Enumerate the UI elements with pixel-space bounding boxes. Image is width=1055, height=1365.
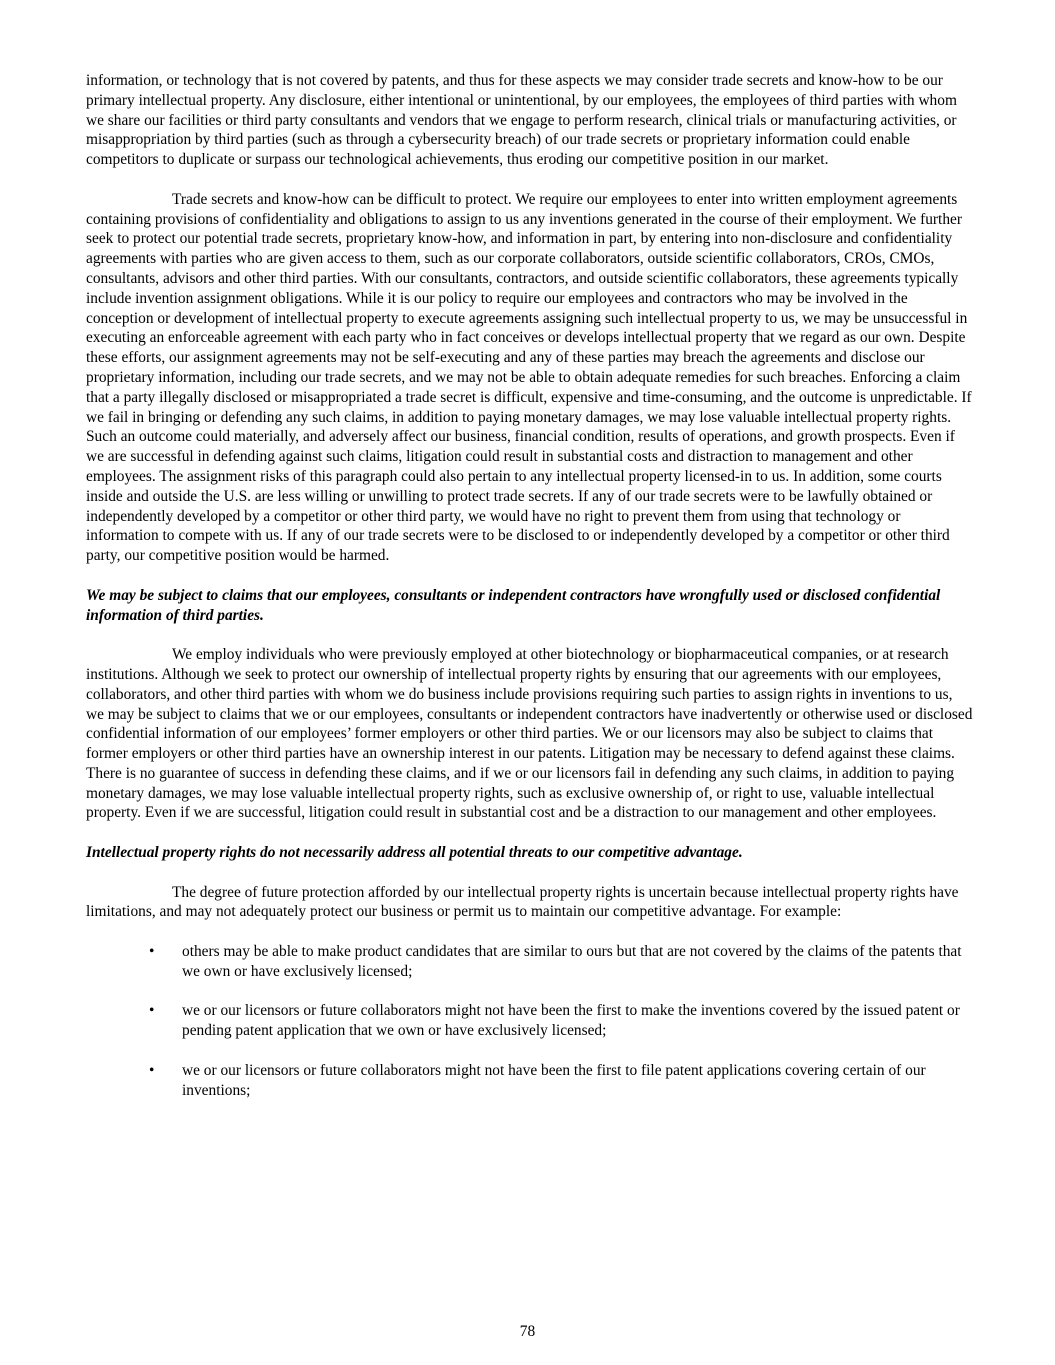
limitations-list (86, 942, 974, 1100)
paragraph-trade-secrets-protection: Trade secrets and know-how can be difficult to protect. We require our employees to enter into written employment agreements containing provisions of confidentiality and obligations to assign to us any inventions generated in the course of their employment. We further seek to protect our potential trade secrets, proprietary know-how, and information in part, by entering into non-disclosure and confidentiality agreements with parties who are given access to them, such as our corporate collaborators, outside scientific collaborators, CROs, CMOs, consultants, advisors and other third parties. With our consultants, contractors, and outside scientific collaborators, these agreements typically include invention assignment obligations. While it is our policy to require our employees and contractors who may be involved in the conception or development of intellectual property to execute agreements assigning such intellectual property to us, we may be unsuccessful in executing an enforceable agreement with each party who in fact conceives or develops intellectual property that we regard as our own. Despite these efforts, our assignment agreements may not be self-executing and any of these parties may breach the agreements and disclose our proprietary information, including our trade secrets, and we may not be able to obtain adequate remedies for such breaches. Enforcing a claim that a party illegally disclosed or misappropriated a trade secret is difficult, expensive and time-consuming, and the outcome is unpredictable. If we fail in bringing or defending any such claims, in addition to paying monetary damages, we may lose valuable intellectual property rights. Such an outcome could materially, and adversely affect our business, financial condition, results of operations, and growth prospects. Even if we are successful in defending against such claims, litigation could result in substantial costs and distraction to management and other employees. The assignment risks of this paragraph could also pertain to any intellectual property licensed-in to us. In addition, some courts inside and outside the U.S. are less willing or unwilling to protect trade secrets. If any of our trade secrets were to be lawfully obtained or independently developed by a competitor or other third party, we would have no right to prevent them from using that technology or information to compete with us. If any of our trade secrets were to be disclosed to or independently developed by a competitor or other third party, our competitive position would be harmed. (86, 190, 972, 565)
paragraph-competitive-advantage: The degree of future protection afforded by our intellectual property rights is uncertain because intellectual property rights have limitations, and may not adequately protect our business or permit us to maintain our competitive advantage. For example: (86, 883, 959, 921)
bullet-icon: • (149, 1061, 155, 1079)
section-heading-third-party-claims: We may be subject to claims that our employees, consultants or independent contractors have wrongfully used or disclosed confidential information of third parties. (86, 586, 941, 624)
list-item-text: we or our licensors or future collaborators might not have been the first to make the inventions covered by the issued patent or pending patent application that we own or have exclusively licensed; (182, 1002, 960, 1040)
list-item (86, 1061, 974, 1101)
bullet-icon: • (149, 943, 155, 961)
document-page (86, 71, 974, 1120)
list-item (86, 942, 974, 982)
list-item (86, 1001, 974, 1041)
list-item-text: we or our licensors or future collaborators might not have been the first to file patent applications covering certain of our inventions; (182, 1061, 926, 1099)
bullet-icon: • (149, 1002, 155, 1020)
paragraph-trade-secrets-intro: information, or technology that is not covered by patents, and thus for these aspects we may consider trade secrets and know-how to be our primary intellectual property. Any disclosure, either intentional or unintentional, by our employees, the employees of third parties with whom we share our facilities or third party consultants and vendors that we engage to perform research, clinical trials or manufacturing activities, or misappropriation by third parties (such as through a cybersecurity breach) of our trade secrets or proprietary information could enable competitors to duplicate or surpass our technological achievements, thus eroding our competitive position in our market. (86, 72, 957, 169)
page-number: 78 (519, 1323, 536, 1340)
paragraph-third-party-claims: We employ individuals who were previously employed at other biotechnology or biopharmaceutical companies, or at research institutions. Although we seek to protect our ownership of intellectual property rights by ensuring that our agreements with our employees, collaborators, and other third parties with whom we do business include provisions requiring such parties to assign rights in inventions to us, we may be subject to claims that we or our employees, consultants or independent contractors have inadvertently or otherwise used or disclosed confidential information of our employees’ former employers or other third parties. We or our licensors may also be subject to claims that former employers or other third parties have an ownership interest in our patents. Litigation may be necessary to defend against these claims. There is no guarantee of success in defending these claims, and if we or our licensors fail in defending any such claims, in addition to paying monetary damages, we may lose valuable intellectual property rights, such as exclusive ownership of, or right to use, valuable intellectual property. Even if we are successful, litigation could result in substantial cost and be a distraction to our management and other employees. (86, 646, 973, 822)
section-heading-competitive-advantage: Intellectual property rights do not necessarily address all potential threats to our competitive advantage. (86, 844, 743, 862)
list-item-text: others may be able to make product candidates that are similar to ours but that are not covered by the claims of the patents that we own or have exclusively licensed; (182, 943, 962, 980)
